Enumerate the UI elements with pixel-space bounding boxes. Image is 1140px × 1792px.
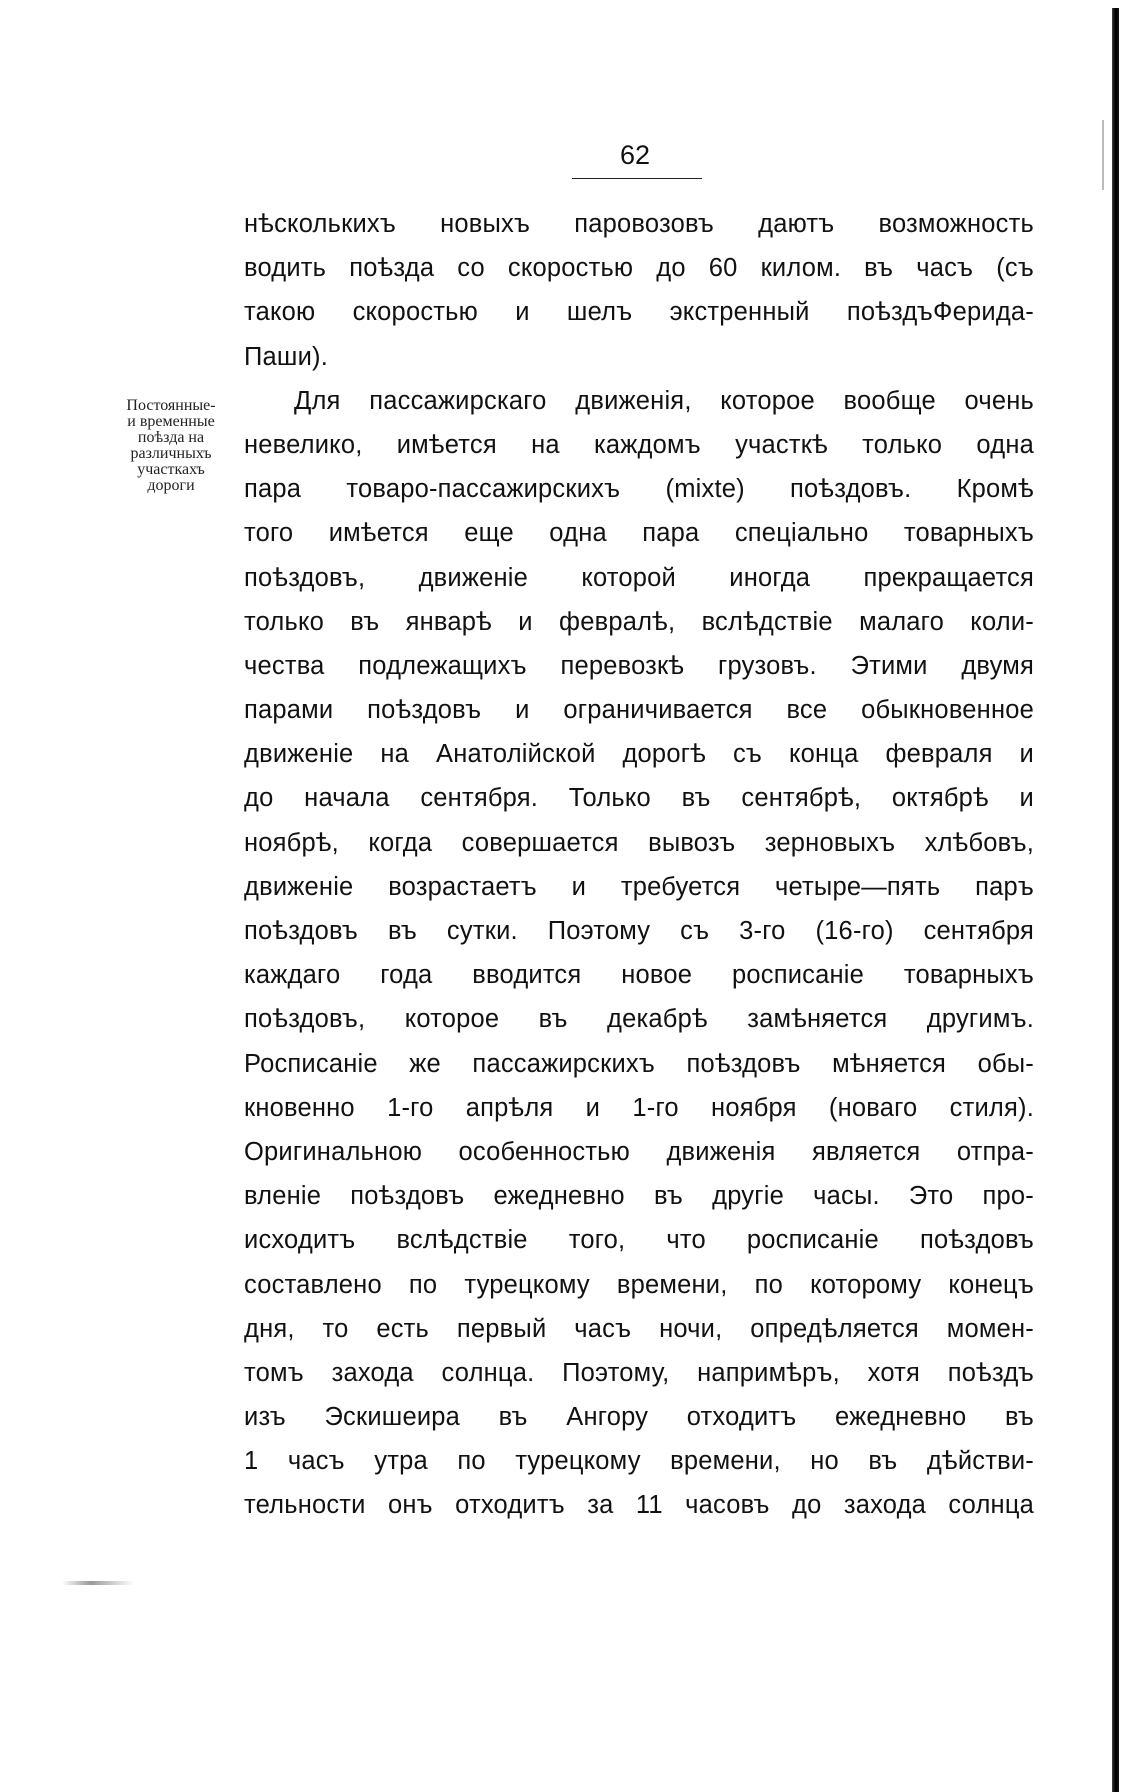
text-line: томъ захода солнца. Поэтому, напримѣръ, хотя поѣздъ bbox=[244, 1358, 1034, 1387]
margin-note-line: участкахъ bbox=[137, 461, 205, 478]
scan-edge bbox=[1112, 8, 1119, 1792]
text-line: невелико, имѣется на каждомъ участкѣ только одна bbox=[244, 430, 1034, 459]
text-line: дня, то есть первый часъ ночи, опредѣляется момен- bbox=[244, 1314, 1034, 1343]
text-line: чества подлежащихъ перевозкѣ грузовъ. Этими двумя bbox=[244, 651, 1034, 680]
page-number: 62 bbox=[619, 140, 651, 170]
text-line: пара товаро-пассажирскихъ (mixte) поѣздовъ. Кромѣ bbox=[244, 475, 1034, 504]
text-line: Паши). bbox=[244, 342, 328, 371]
text-line: поѣздовъ въ сутки. Поэтому съ 3-го (16-го) сентября bbox=[244, 917, 1034, 945]
text-line: изъ Эскишеира въ Ангору отходитъ ежедневно въ bbox=[244, 1403, 1034, 1432]
text-line: 1 часъ утра по турецкому времени, но въ дѣйстви- bbox=[244, 1447, 1034, 1476]
margin-note-line: поѣзда на bbox=[137, 429, 205, 446]
text-line: тельности онъ отходитъ за 11 часовъ до захода солнца bbox=[244, 1491, 1034, 1520]
page-number-rule bbox=[572, 178, 702, 179]
scan-smudge bbox=[62, 1581, 134, 1585]
text-line: парами поѣздовъ и ограничивается все обыкновенное bbox=[244, 696, 1034, 725]
text-line: ноябрѣ, когда совершается вывозъ зерновыхъ хлѣбовъ, bbox=[244, 828, 1034, 857]
text-line: водить поѣзда со скоростью до 60 килом. въ часъ (съ bbox=[244, 254, 1034, 283]
text-line: Росписаніе же пассажирскихъ поѣздовъ мѣняется обы- bbox=[244, 1049, 1034, 1078]
scan-speck bbox=[1102, 120, 1104, 190]
text-line: вленіе поѣздовъ ежедневно въ другіе часы. Это про- bbox=[244, 1182, 1034, 1211]
margin-note-line: и временные bbox=[127, 413, 215, 430]
text-line: только въ январѣ и февралѣ, вслѣдствіе малаго коли- bbox=[244, 607, 1034, 636]
text-line: до начала сентября. Только въ сентябрѣ, октябрѣ и bbox=[244, 784, 1034, 813]
text-line: нѣсколькихъ новыхъ паровозовъ даютъ возможность bbox=[244, 210, 1034, 238]
text-line: того имѣется еще одна пара спеціально товарныхъ bbox=[244, 519, 1034, 548]
text-line: Оригинальною особенностью движенія является отпра- bbox=[244, 1137, 1034, 1166]
text-line: движеніе возрастаетъ и требуется четыре—пять паръ bbox=[244, 872, 1034, 901]
margin-note-line: различныхъ bbox=[130, 445, 212, 462]
margin-note-line: Постоянные- bbox=[126, 397, 216, 414]
text-line: каждаго года вводится новое росписаніе товарныхъ bbox=[244, 961, 1034, 990]
text-line: такою скоростью и шелъ экстренный поѣздъФерида- bbox=[244, 298, 1034, 327]
body-text bbox=[244, 202, 1034, 1528]
margin-note bbox=[96, 398, 246, 494]
text-line: поѣздовъ, которое въ декабрѣ замѣняется другимъ. bbox=[244, 1005, 1034, 1034]
text-line: кновенно 1-го апрѣля и 1-го ноября (новаго стиля). bbox=[244, 1093, 1034, 1122]
text-line: исходитъ вслѣдствіе того, что росписаніе поѣздовъ bbox=[244, 1226, 1034, 1255]
margin-note-line: дороги bbox=[147, 477, 195, 494]
text-line: движеніе на Анатолійской дорогѣ съ конца февраля и bbox=[244, 740, 1034, 769]
text-line: Для пассажирскаго движенія, которое вообще очень bbox=[294, 386, 1034, 415]
text-line: поѣздовъ, движеніе которой иногда прекращается bbox=[244, 563, 1034, 592]
text-line: составлено по турецкому времени, по которому конецъ bbox=[244, 1270, 1034, 1299]
